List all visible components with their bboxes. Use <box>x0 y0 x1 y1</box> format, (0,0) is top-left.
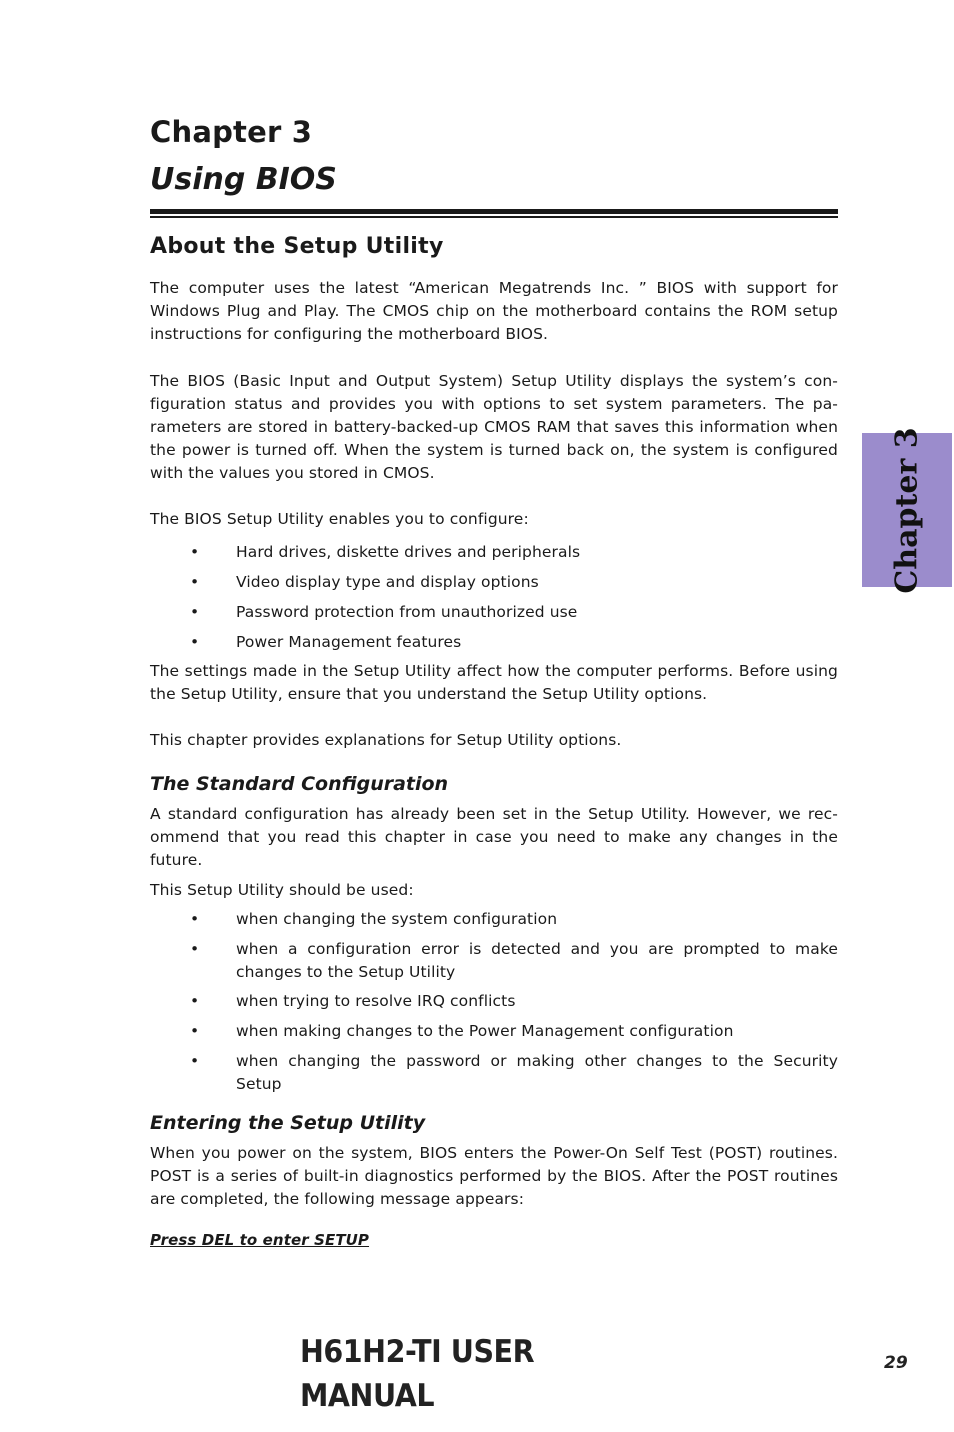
usage-list <box>150 908 838 1096</box>
setup-message: Press DEL to enter SETUP <box>150 1230 370 1249</box>
chapter-side-tab <box>862 426 952 594</box>
chapter-title: Using BIOS <box>150 162 337 197</box>
entering-paragraph-1: When you power on the system, BIOS enters the Power-On Self Test (POST) routines. POST is a series of built-in diagnostics performed by the BIOS. After the POST routines are completed, the following message appears: <box>150 1143 838 1208</box>
footer-manual-title: H61H2-TI USER MANUAL <box>300 1334 535 1414</box>
standard-paragraph-1: A standard configuration has already been set in the Setup Utility. However, we rec-ommend that you read this chapter in case you need to make any changes in the future. <box>150 804 838 869</box>
about-paragraph-1: The computer uses the latest “American Megatrends Inc. ” BIOS with support for Windows Plug and Play. The CMOS chip on the motherboard contains the ROM setup instructions for configuring the motherboard BIOS. <box>150 278 838 343</box>
side-tab-label: Chapter 3 <box>889 426 925 594</box>
chapter-number: Chapter 3 <box>150 115 313 149</box>
list-item: • when changing the system configuration <box>150 908 838 931</box>
list-item: • when making changes to the Power Management configuration <box>150 1020 838 1043</box>
bullet-glyph: • <box>190 909 200 928</box>
list-item: • when changing the password or making other changes to the Security Setup <box>190 1051 838 1093</box>
bullet-glyph: • <box>190 542 200 561</box>
bullet-glyph: • <box>190 939 200 958</box>
standard-paragraph-2: This Setup Utility should be used: <box>150 880 414 899</box>
about-paragraph-4: The settings made in the Setup Utility affect how the computer performs. Before using the Setup Utility, ensure that you understand the Setup Utility options. <box>150 661 838 703</box>
subheading-standard-configuration: The Standard Configuration <box>150 772 449 795</box>
about-paragraph-5: This chapter provides explanations for Setup Utility options. <box>150 730 622 749</box>
bullet-glyph: • <box>190 1051 200 1070</box>
bullet-glyph: • <box>190 1021 200 1040</box>
list-item: • when a configuration error is detected and you are prompted to make changes to the Setup Utility <box>190 939 838 981</box>
about-paragraph-2: The BIOS (Basic Input and Output System) Setup Utility displays the system’s con-figuration status and provides you with options to set system parameters. The pa-rameters are stored in battery-backed-up CMOS RAM that saves this information when the power is turned off. When the system is turned back on, the system is configured with the values you stored in CMOS. <box>150 371 838 482</box>
title-rule-thick <box>150 209 838 214</box>
bullet-glyph: • <box>190 602 200 621</box>
section-heading-about: About the Setup Utility <box>150 233 444 259</box>
page-content <box>150 110 838 1251</box>
title-rule-thin <box>150 216 838 218</box>
bullet-glyph: • <box>190 572 200 591</box>
subheading-entering-setup: Entering the Setup Utility <box>150 1111 426 1134</box>
about-paragraph-3: The BIOS Setup Utility enables you to configure: <box>150 509 529 528</box>
configure-list <box>150 541 838 654</box>
list-item: • Video display type and display options <box>150 571 838 594</box>
list-item: • when trying to resolve IRQ conflicts <box>150 990 838 1013</box>
page-number: 29 <box>884 1353 908 1373</box>
list-item: • Hard drives, diskette drives and peripherals <box>150 541 838 564</box>
list-item: • Password protection from unauthorized use <box>150 601 838 624</box>
bullet-glyph: • <box>190 991 200 1010</box>
list-item: • Power Management features <box>150 631 838 654</box>
bullet-glyph: • <box>190 632 200 651</box>
